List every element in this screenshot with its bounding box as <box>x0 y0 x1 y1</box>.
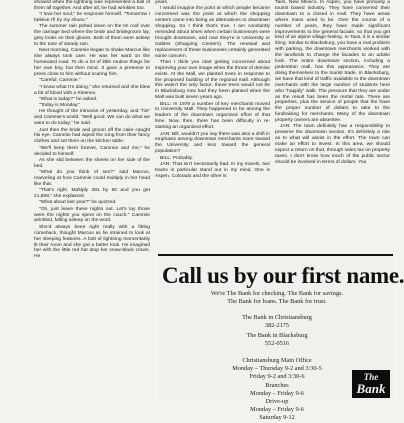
bank-logo <box>352 370 390 398</box>
hours-line: Saturday 9-12 <box>259 414 295 422</box>
paragraph: The summer rain pelted down on the tin roof over the carriage bed where the bride and bridegroom lay, grey looks on their gloves. Both of them were asleep to the tone of steady rain. <box>34 24 150 48</box>
bank-advertisement <box>158 254 404 422</box>
paragraph: "What do you think of sex?" said Marcus, marveling at how Cammie could multiply in her head like that. <box>34 170 150 187</box>
paragraph: BILL: In 1979 a number of key merchants moved to University Mall. They happened to be among the leaders of the downtown organized effort of that time. Now, then, there has been difficulty in re-starting an organized effort. <box>155 101 270 131</box>
hours-line: Monday – Friday 9-6 <box>250 406 304 414</box>
paragraph: Then I think you start getting concerned about improving your own image when the threat of demise exists. At the Mall, we planted trees in response to the proposed building of the regional mall. Although this wasn't the only factor, these trees would not be in Blacksburg now had they been planted when the Mall was built seven years ago. <box>155 59 270 101</box>
paragraph: He thought of the intrusion of yesterday, and "his" and Cammie's world. "Well good. We can do what we want to do today," he said. <box>34 109 150 127</box>
paragraph: years. <box>155 0 169 5</box>
christiansburg-branch <box>166 314 388 330</box>
paragraph: "That's right. Multiply 381 by 50 and you get 21,808," she explained. <box>34 188 150 200</box>
paragraph: JAN: The town definitely has a responsibility to preserve the downtown section. It's definitely a role as to what will assist in the effort. The town can make an effort to invest. In this area, we should expect a return on that, through sales tax on property taxes. I don't know how much of the public sector should be involved in terms of dollars. You <box>275 124 390 165</box>
paragraph: "What about last year?" he quizzed. <box>39 200 117 206</box>
paragraph: JAN: Bill, wouldn't you say there was also a shift in emphasis among downtown merchants more toward the University and less toward the general population? <box>155 131 270 155</box>
hours-line: Christiansburg Main Office <box>242 357 312 364</box>
blacksburg-branch <box>166 332 388 348</box>
paragraph: "We'll keep them forever, Cammie and me," he decided to himself. <box>34 145 150 157</box>
hours-line: Branches <box>265 381 289 389</box>
paragraph: "Oh, just leave these nights out. Let's lay those were the nights you spent on the couch." Cammie wrinkled, falling asleep on the word. <box>34 206 150 224</box>
paragraph: "I love her soul," he response himself. "Tomorrow I believe I'll try my shoes." <box>34 12 150 24</box>
paragraph: As she slid between the sheets on her side of the bed. <box>34 157 150 169</box>
paragraph: showed when the lightning was represented a ball of them all together. And after all, he had wrinkles too. <box>34 0 150 11</box>
paragraph: Next morning, Cammie began to shake Marcus like she always took care. He was her ward on the homeward road. To do a lot of little routine things for her own boy, but then mind. It gave a pretense to press close to him without scaring him. <box>34 48 150 78</box>
paragraph: Just then the bride and groom off the cake caught his eye. Cammie had wiped the icing from their fancy clothes and set them on the kitchen table. <box>34 127 150 145</box>
paragraph: She'd always been right really with a fitting comeback, thought Marcus as he strained to look at her sleeping features. A bolt of lightning momentarily lit their room and she got a better look. He imagined her with the little red hat atop her snow-black crown. He <box>34 224 150 260</box>
hours-line: Friday 9-2 and 3:30-6 <box>249 373 305 381</box>
branch-phone: 552-0516 <box>264 340 290 348</box>
paragraph: I would imagine the point at which people became concerned was the point at which the shopping centers came into being as alternatives to downtown shopping. So I think that's true. I am constantly reminded about times when certain businesses were brought downtown, and now they're in University or Gables (Shopping Centers). The renewal and replacement of these businesses certainly generated some concern. <box>155 6 270 59</box>
hours-line: Monday – Friday 9-6 <box>250 389 304 397</box>
logo-word-bank: Bank <box>356 381 386 396</box>
paragraph: "Today is Monday." <box>39 103 81 109</box>
logo-word-the: The <box>363 372 379 382</box>
ad-tagline: The Bank for loans. The Bank for trust. <box>227 298 327 305</box>
paragraph: "I know what I'm doing," she returned and she blew a bit of blood with a Kleenex. <box>34 84 150 96</box>
article-column-2 <box>155 0 270 254</box>
ad-tagline: We're The Bank for checking. The Bank for savings. <box>210 290 344 297</box>
paragraph: "What is today?" he asked. <box>39 96 98 102</box>
branch-phone: 382-2175 <box>264 322 290 330</box>
article-column-3 <box>275 0 390 254</box>
ad-headline: Call us by our first name. <box>162 263 404 288</box>
paragraph: Taos, New Mexico. In Aspen, you have primarily a tourist based industry. They have converted their downtown to a closed in mall. They have areas where mass used to be. Over the course of a number of years, they have made significant improvements to the general facade, so that you get kind of an alpine village feeling. In Taos, it is a similar thing. Similar to Blacksburg, you have a real problem with parking, the downtown merchants worked with the landlords to change the facades to an adobe look. The entire downtown section, including a pedestrian mall, has this appearance. They are doing themselves to the tourist trade. In Blacksburg, we have that kind of traffic available to the downtown merchants with the large number of students here who "happily" walk. The pressure that they are under as the result has been the rental rate. There are properties, plus the service of people that the have the proper number of dollars to take to the fundraising for merchants. Many of the downtown property owners are absentee. <box>275 0 390 124</box>
article-column-1 <box>34 0 150 400</box>
branch-name: The Bank in Christiansburg <box>242 314 312 321</box>
paragraph: "Careful, Cammie." <box>39 78 81 84</box>
ad-top-rule <box>158 254 393 256</box>
paragraph: JAN: That isn't necessarily bad. In my travels, two towns in particular stand out in my mind. One is Aspen, Colorado and the other is <box>155 161 270 179</box>
hours-line: Drive-up <box>265 398 289 406</box>
branch-name: The Bank in Blacksburg <box>246 332 308 339</box>
hours-line: Monday – Thursday 9-2 and 3:30-5 <box>232 365 322 373</box>
paragraph: BILL: Probably. <box>160 155 194 161</box>
